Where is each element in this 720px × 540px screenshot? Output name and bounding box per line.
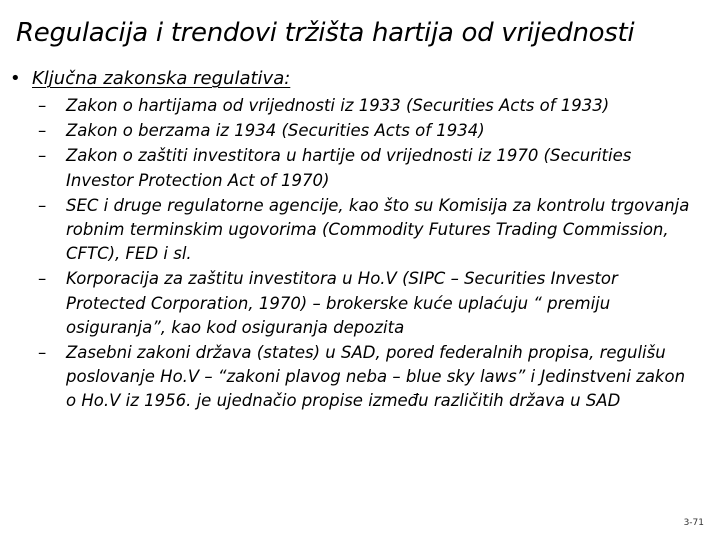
slide-title: Regulacija i trendovi tržišta hartija od vrijednosti bbox=[16, 18, 635, 48]
list-item-text: SEC i druge regulatorne agencije, kao što su Komisija za kontrolu trgovanja robnim terminskim ugovorima (Commodity Futures Trading Commission, CFTC), FED i sl. bbox=[66, 195, 690, 264]
list-item bbox=[0, 267, 720, 340]
regulation-list bbox=[0, 94, 720, 415]
dash-icon: – bbox=[38, 121, 47, 141]
bullet-icon: • bbox=[10, 68, 21, 89]
list-item bbox=[0, 194, 720, 267]
dash-icon: – bbox=[38, 96, 47, 115]
list-item bbox=[0, 341, 720, 414]
main-bullet bbox=[10, 66, 710, 92]
list-item-text: Zakon o hartijama od vrijednosti iz 1933 (Securities Acts of 1933) bbox=[66, 96, 610, 115]
dash-icon: – bbox=[38, 146, 47, 166]
list-item-text: Zasebni zakoni država (states) u SAD, pored federalnih propisa, regulišu poslovanje Ho.V – “zakoni plavog neba – blue sky laws” i Jedinstveni zakon o Ho.V iz 1956. je ujednačio propise između različitih država u SAD bbox=[66, 343, 686, 411]
bullet-heading: Ključna zakonska regulativa: bbox=[32, 68, 291, 89]
dash-icon: – bbox=[38, 269, 47, 289]
slide-number: 3-71 bbox=[683, 518, 704, 528]
list-item-text: Zakon o zaštiti investitora u hartije od vrijednosti iz 1970 (Securities Investor Protection Act of 1970) bbox=[66, 146, 632, 190]
list-item-text: Korporacija za zaštitu investitora u Ho.V (SIPC – Securities Investor Protected Corporation, 1970) – brokerske kuće uplaćuju “ premiju osiguranja”, kao kod osiguranja depozita bbox=[66, 269, 618, 337]
dash-icon: – bbox=[38, 343, 47, 363]
list-item bbox=[0, 144, 720, 192]
dash-icon: – bbox=[38, 195, 47, 215]
list-item bbox=[0, 94, 720, 118]
list-item bbox=[0, 119, 720, 143]
list-item-text: Zakon o berzama iz 1934 (Securities Acts of 1934) bbox=[66, 121, 485, 141]
